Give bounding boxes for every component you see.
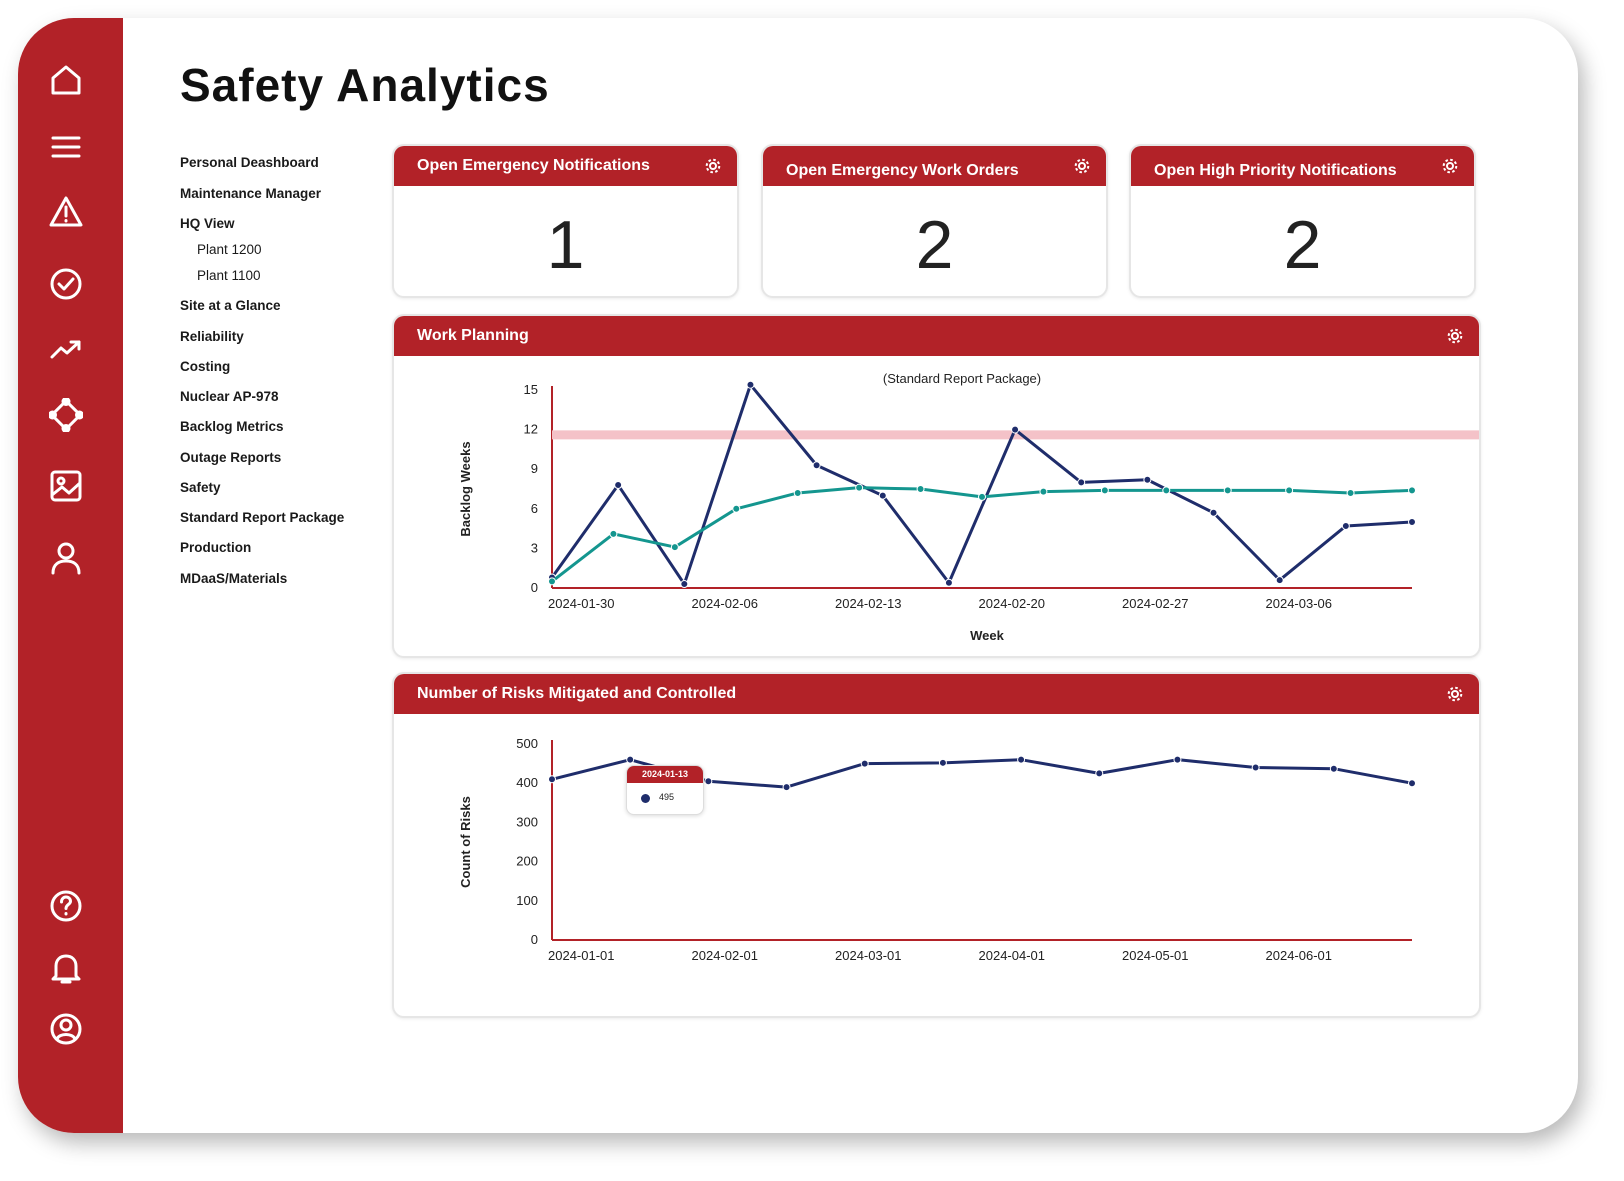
- x-tick-label: 2024-04-01: [978, 948, 1045, 963]
- data-point: [671, 544, 678, 551]
- x-axis-label: Week: [970, 628, 1004, 643]
- help-icon[interactable]: [47, 887, 85, 925]
- y-tick-label: 0: [530, 580, 538, 595]
- series-line: [552, 385, 1412, 584]
- data-point: [1096, 770, 1103, 777]
- data-point: [1409, 487, 1416, 494]
- x-tick-label: 2024-03-01: [835, 948, 902, 963]
- data-point: [879, 492, 886, 499]
- data-point: [939, 759, 946, 766]
- nav-item-maintenance-manager[interactable]: Maintenance Manager: [180, 186, 322, 201]
- data-point: [1409, 519, 1416, 526]
- nav-item-safety[interactable]: Safety: [180, 480, 221, 495]
- data-point: [615, 482, 622, 489]
- gear-icon[interactable]: [703, 156, 723, 176]
- data-point: [1330, 765, 1337, 772]
- nav-item-personal-dashboard[interactable]: Personal Deashboard: [180, 155, 319, 170]
- user-icon[interactable]: [47, 539, 85, 577]
- data-point: [733, 505, 740, 512]
- series-line: [552, 488, 1412, 582]
- kpi-card-header: [394, 146, 737, 186]
- kpi-card-title: Open Emergency Notifications: [417, 157, 650, 174]
- image-icon[interactable]: [47, 467, 85, 505]
- data-point: [747, 381, 754, 388]
- y-tick-label: 3: [530, 540, 538, 556]
- gear-icon[interactable]: [1440, 156, 1460, 176]
- account-icon[interactable]: [47, 1010, 85, 1048]
- page-title: Safety Analytics: [180, 59, 550, 111]
- data-point: [1144, 476, 1151, 483]
- y-tick-label: 500: [516, 736, 538, 751]
- data-point: [856, 484, 863, 491]
- nav-item-standard-report-package[interactable]: Standard Report Package: [180, 510, 345, 525]
- data-point: [1163, 487, 1170, 494]
- y-tick-label: 6: [530, 500, 538, 516]
- data-point: [549, 776, 556, 783]
- check-circle-icon[interactable]: [47, 265, 85, 303]
- data-point: [1174, 756, 1181, 763]
- work-planning-header: [394, 316, 1479, 356]
- y-tick-label: 12: [523, 421, 538, 437]
- kpi-card-title: Open High Priority Notifications: [1154, 162, 1397, 179]
- data-point: [1224, 487, 1231, 494]
- gear-icon[interactable]: [1072, 156, 1092, 176]
- nav-item-site-at-a-glance[interactable]: Site at a Glance: [180, 298, 281, 313]
- data-point: [1276, 577, 1283, 584]
- x-tick-label: 2024-02-27: [1122, 596, 1189, 611]
- data-point: [627, 756, 634, 763]
- kpi-card-high-priority-notifications: [1129, 144, 1476, 298]
- data-point: [681, 581, 688, 588]
- data-point: [1409, 780, 1416, 787]
- home-icon[interactable]: [47, 61, 85, 99]
- tooltip-series-dot: [641, 794, 650, 803]
- data-point: [1286, 487, 1293, 494]
- nav-item-costing[interactable]: Costing: [180, 359, 231, 374]
- data-point: [705, 778, 712, 785]
- risks-card: [392, 672, 1481, 1018]
- nav-item-backlog-metrics[interactable]: Backlog Metrics: [180, 419, 284, 434]
- y-tick-label: 200: [516, 853, 538, 869]
- backlog-weeks-chart: [394, 356, 1479, 654]
- data-point: [1040, 488, 1047, 495]
- data-point: [1012, 426, 1019, 433]
- x-tick-label: 2024-06-01: [1265, 948, 1332, 963]
- kpi-value: 1: [546, 207, 585, 283]
- kpi-card-emergency-notifications: [392, 144, 739, 298]
- nav-item-hq-view[interactable]: HQ View: [180, 216, 235, 231]
- kpi-value: 2: [1283, 207, 1322, 283]
- data-point: [917, 486, 924, 493]
- kpi-card-title: Open Emergency Work Orders: [786, 162, 1019, 179]
- kpi-card-emergency-work-orders: [761, 144, 1108, 298]
- x-tick-label: 2024-01-30: [548, 596, 615, 611]
- y-tick-label: 300: [516, 814, 538, 830]
- y-axis-label: Backlog Weeks: [458, 441, 473, 537]
- data-point: [1101, 487, 1108, 494]
- data-point: [794, 489, 801, 496]
- nav-item-nuclear-ap-978[interactable]: Nuclear AP-978: [180, 389, 279, 404]
- nav-item-plant-1200[interactable]: Plant 1200: [197, 242, 262, 257]
- icon-rail: [18, 18, 123, 1133]
- nav-item-mdaas-materials[interactable]: MDaaS/Materials: [180, 571, 288, 586]
- y-axis-label: Count of Risks: [458, 796, 473, 888]
- data-point: [783, 784, 790, 791]
- x-tick-label: 2024-02-01: [691, 948, 758, 963]
- trend-up-icon[interactable]: [47, 330, 85, 368]
- work-planning-title: Work Planning: [417, 327, 529, 344]
- x-tick-label: 2024-02-13: [835, 596, 902, 611]
- data-point: [1342, 522, 1349, 529]
- kpi-card-header: [1131, 146, 1474, 186]
- data-point: [1078, 479, 1085, 486]
- risks-title: Number of Risks Mitigated and Controlled: [417, 685, 737, 702]
- data-point: [1347, 489, 1354, 496]
- chart-tooltip: [626, 765, 704, 815]
- data-point: [1252, 764, 1259, 771]
- x-tick-label: 2024-01-01: [548, 948, 615, 963]
- data-point: [610, 530, 617, 537]
- menu-icon[interactable]: [47, 128, 85, 166]
- gear-icon[interactable]: [1445, 684, 1465, 704]
- data-point: [1018, 756, 1025, 763]
- x-tick-label: 2024-05-01: [1122, 948, 1189, 963]
- nav-item-production[interactable]: Production: [180, 540, 252, 555]
- risks-header: [394, 674, 1479, 714]
- data-point: [945, 579, 952, 586]
- app-frame: [18, 18, 1578, 1133]
- y-tick-label: 15: [523, 382, 538, 397]
- nav-item-reliability[interactable]: Reliability: [180, 329, 244, 344]
- data-point: [861, 760, 868, 767]
- x-tick-label: 2024-03-06: [1265, 596, 1332, 611]
- nav-item-plant-1100[interactable]: Plant 1100: [197, 268, 261, 283]
- network-icon[interactable]: [47, 396, 85, 434]
- x-tick-label: 2024-02-06: [691, 596, 758, 611]
- chart-title: (Standard Report Package): [882, 371, 1042, 386]
- work-planning-card: [392, 314, 1481, 658]
- warning-icon[interactable]: [47, 193, 85, 231]
- x-tick-label: 2024-02-20: [978, 596, 1045, 611]
- tooltip-date: 2024-01-13: [627, 766, 703, 783]
- data-point: [979, 493, 986, 500]
- y-tick-label: 9: [530, 461, 538, 477]
- data-point: [549, 578, 556, 585]
- gear-icon[interactable]: [1445, 326, 1465, 346]
- tooltip-value: 495: [659, 792, 675, 802]
- nav-item-outage-reports[interactable]: Outage Reports: [180, 450, 282, 465]
- y-tick-label: 0: [530, 932, 538, 947]
- y-tick-label: 100: [516, 892, 538, 908]
- data-point: [1210, 509, 1217, 516]
- kpi-value: 2: [915, 207, 954, 283]
- kpi-card-header: [763, 146, 1106, 186]
- data-point: [813, 462, 820, 469]
- bell-icon[interactable]: [47, 949, 85, 987]
- y-tick-label: 400: [516, 775, 538, 791]
- risks-count-chart: [394, 714, 1479, 1014]
